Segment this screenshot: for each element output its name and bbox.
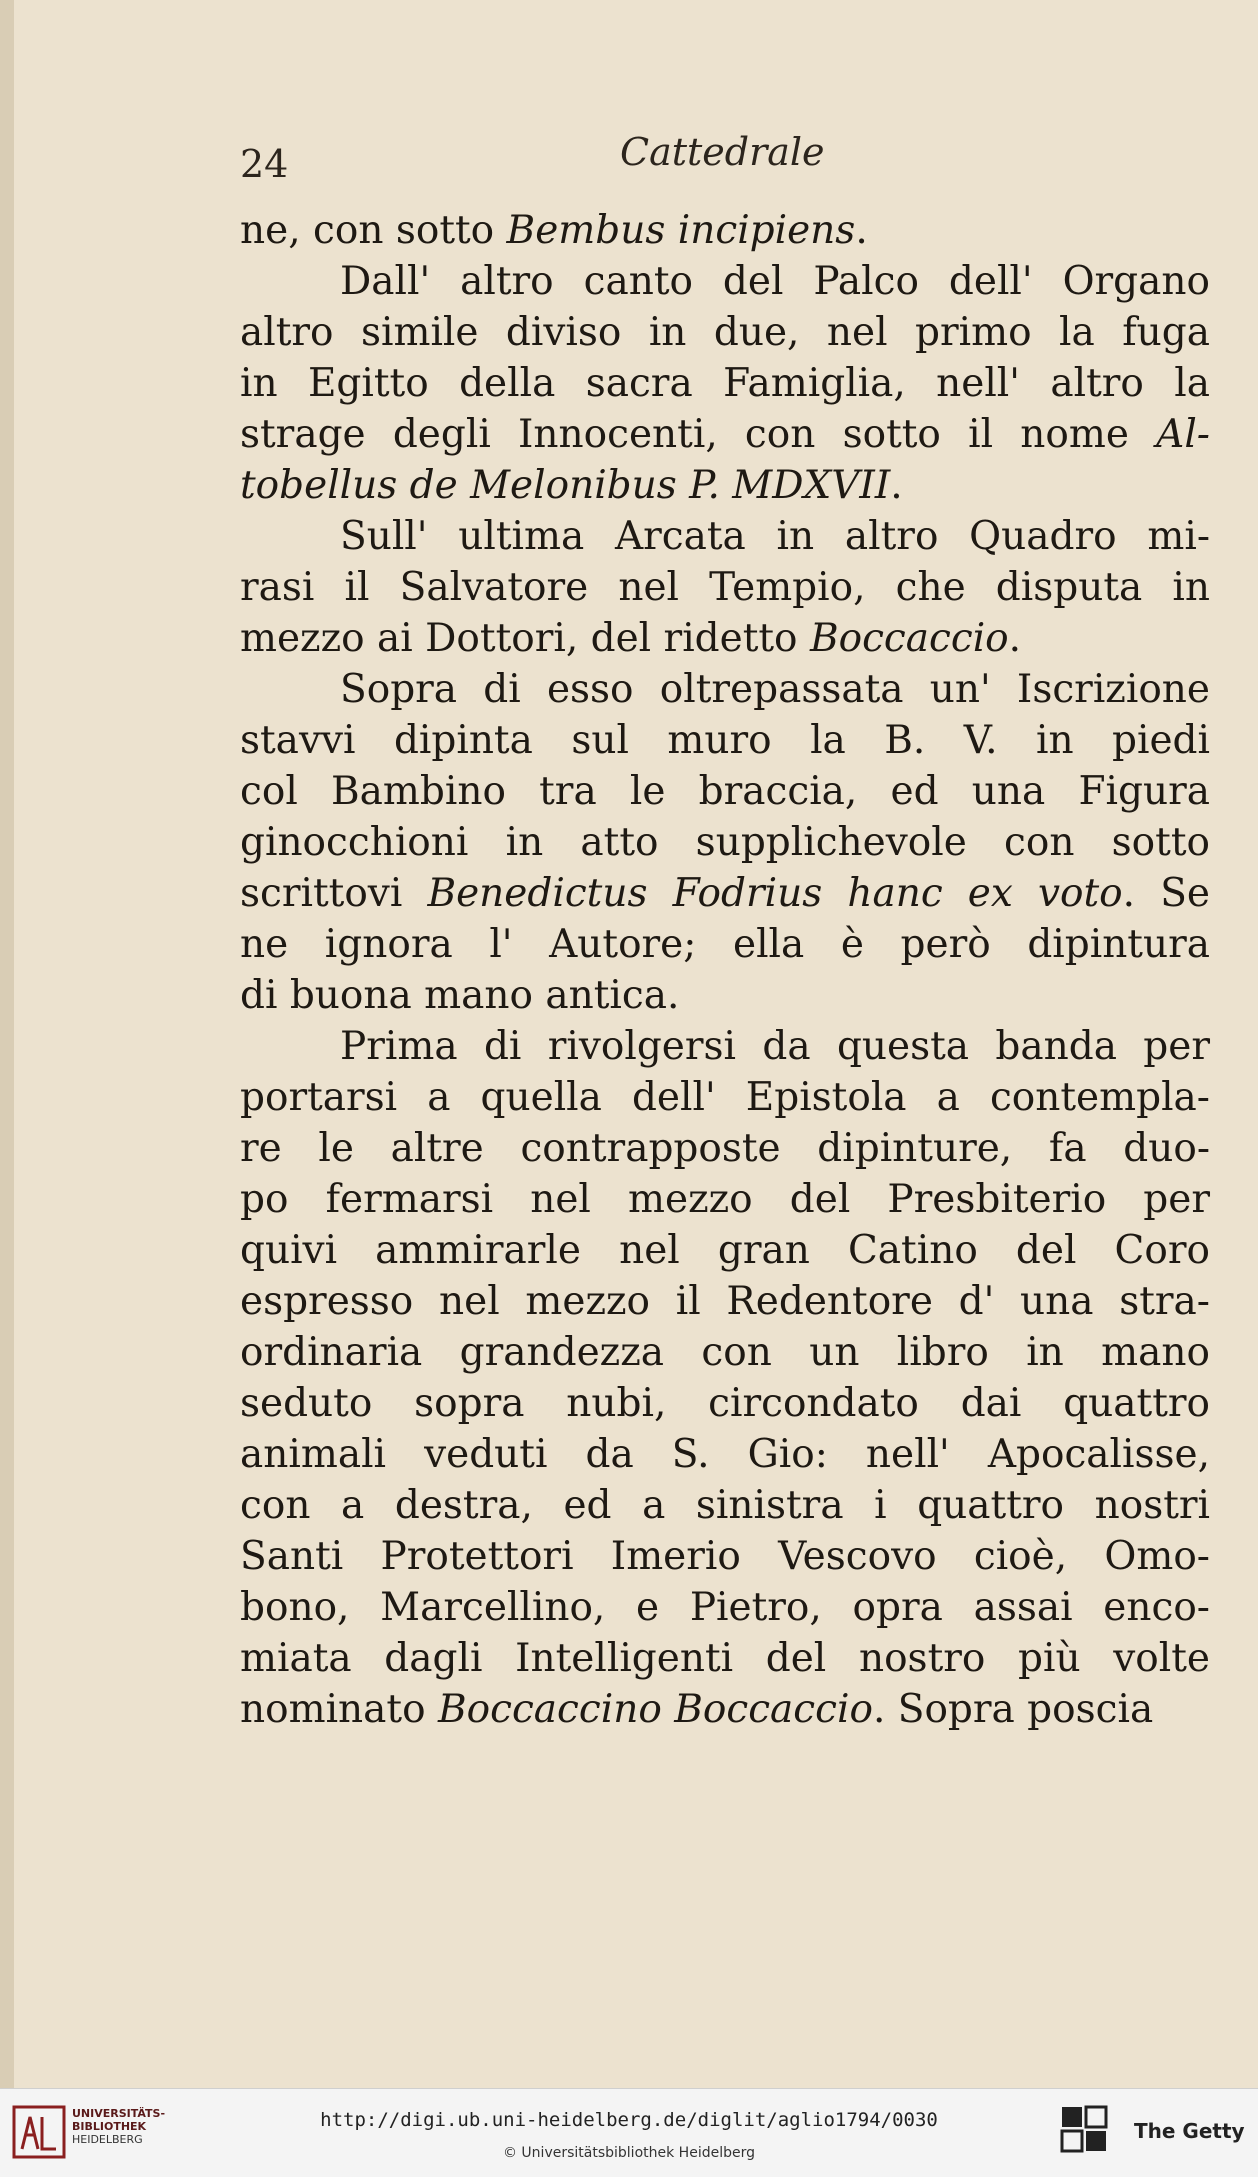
text-segment: . Sopra poscia	[872, 1687, 1154, 1732]
text-line	[240, 766, 1210, 817]
text-line	[240, 1429, 1210, 1480]
text-segment: seduto sopra nubi, circondato dai quattro	[240, 1381, 1210, 1426]
text-segment: col Bambino tra le braccia, ed una Figura	[240, 769, 1210, 814]
italic-segment: Boccaccio	[809, 616, 1009, 661]
text-segment: di buona mano antica.	[240, 973, 680, 1018]
text-segment: quivi ammirarle nel gran Catino del Coro	[240, 1228, 1210, 1273]
text-line	[240, 1123, 1210, 1174]
text-line	[240, 460, 1210, 511]
text-line	[240, 1633, 1210, 1684]
text-segment: in Egitto della sacra Famiglia, nell' altro la	[240, 361, 1210, 406]
text-segment: mezzo ai Dottori, del ridetto	[240, 616, 810, 661]
permalink[interactable]: http://digi.ub.uni-heidelberg.de/diglit/aglio1794/0030	[320, 2109, 938, 2131]
text-line	[240, 817, 1210, 868]
text-line	[240, 1327, 1210, 1378]
text-line	[240, 868, 1210, 919]
running-head: Cattedrale	[620, 130, 825, 174]
text-line	[240, 1531, 1210, 1582]
ub-line-3: HEIDELBERG	[72, 2133, 143, 2146]
text-line	[240, 205, 1210, 256]
ub-line-1: UNIVERSITÄTS-	[72, 2107, 166, 2120]
text-line	[240, 664, 1210, 715]
text-segment: Dall' altro canto del Palco dell' Organo	[340, 259, 1210, 304]
text-line	[240, 358, 1210, 409]
text-segment: .	[855, 208, 868, 253]
text-segment: re le altre contrapposte dipinture, fa duo-	[240, 1126, 1210, 1171]
text-line	[240, 1684, 1210, 1735]
text-segment: rasi il Salvatore nel Tempio, che disputa in	[240, 565, 1210, 610]
text-line	[240, 307, 1210, 358]
italic-segment: Benedictus Fodrius hanc ex voto	[427, 871, 1123, 916]
text-segment: .	[890, 463, 903, 508]
text-line	[240, 1480, 1210, 1531]
copyright-notice: © Universitätsbibliothek Heidelberg	[502, 2145, 755, 2161]
page-number: 24	[240, 142, 289, 186]
text-line	[240, 1582, 1210, 1633]
text-segment: altro simile diviso in due, nel primo la fuga	[240, 310, 1210, 355]
ub-line-2: BIBLIOTHEK	[72, 2120, 147, 2133]
text-segment: po fermarsi nel mezzo del Presbiterio per	[240, 1177, 1210, 1222]
text-line	[240, 1021, 1210, 1072]
text-segment: .	[1008, 616, 1022, 661]
text-line	[240, 919, 1210, 970]
text-line	[240, 1276, 1210, 1327]
text-line	[240, 562, 1210, 613]
text-segment: bono, Marcellino, e Pietro, opra assai enco-	[240, 1585, 1210, 1630]
text-line	[240, 511, 1210, 562]
italic-segment: Boccaccino Boccaccio	[437, 1687, 873, 1732]
getty-label: The Getty	[1134, 2119, 1245, 2143]
text-line	[240, 970, 1210, 1021]
text-segment: . Se	[1122, 871, 1210, 916]
text-segment: Sull' ultima Arcata in altro Quadro mi-	[340, 514, 1210, 559]
text-segment: espresso nel mezzo il Redentore d' una stra-	[240, 1279, 1210, 1324]
text-segment: ne, con sotto	[240, 208, 507, 253]
text-segment: animali veduti da S. Gio: nell' Apocalisse,	[240, 1432, 1210, 1477]
text-line	[240, 1174, 1210, 1225]
viewer-footer	[0, 2088, 1258, 2177]
page-edge	[0, 0, 14, 2088]
text-segment: nominato	[240, 1687, 438, 1732]
text-segment: con a destra, ed a sinistra i quattro nostri	[240, 1483, 1210, 1528]
text-line	[240, 256, 1210, 307]
body-text	[240, 205, 1210, 1735]
text-segment: miata dagli Intelligenti del nostro più volte	[240, 1636, 1210, 1681]
text-line	[240, 613, 1210, 664]
text-segment: scrittovi	[240, 871, 428, 916]
text-segment: Sopra di esso oltrepassata un' Iscrizione	[340, 667, 1210, 712]
page-header	[240, 130, 1220, 190]
text-segment: strage degli Innocenti, con sotto il nome	[240, 412, 1157, 457]
text-line	[240, 1225, 1210, 1276]
text-segment: ginocchioni in atto supplichevole con sotto	[240, 820, 1210, 865]
italic-segment: Bembus incipiens	[506, 208, 856, 253]
text-line	[240, 409, 1210, 460]
text-line	[240, 1072, 1210, 1123]
text-line	[240, 715, 1210, 766]
getty-logo-icon	[1058, 2103, 1110, 2161]
text-line	[240, 1378, 1210, 1429]
text-segment: portarsi a quella dell' Epistola a contempla-	[240, 1075, 1210, 1120]
text-segment: Santi Protettori Imerio Vescovo cioè, Omo-	[240, 1534, 1210, 1579]
italic-segment: Al-	[1156, 412, 1210, 457]
text-segment: ordinaria grandezza con un libro in mano	[240, 1330, 1210, 1375]
text-segment: Prima di rivolgersi da questa banda per	[340, 1024, 1210, 1069]
text-segment: ne ignora l' Autore; ella è però dipintura	[240, 922, 1210, 967]
text-segment: stavvi dipinta sul muro la B. V. in piedi	[240, 718, 1210, 763]
italic-segment: tobellus de Melonibus P. MDXVII	[240, 463, 891, 508]
